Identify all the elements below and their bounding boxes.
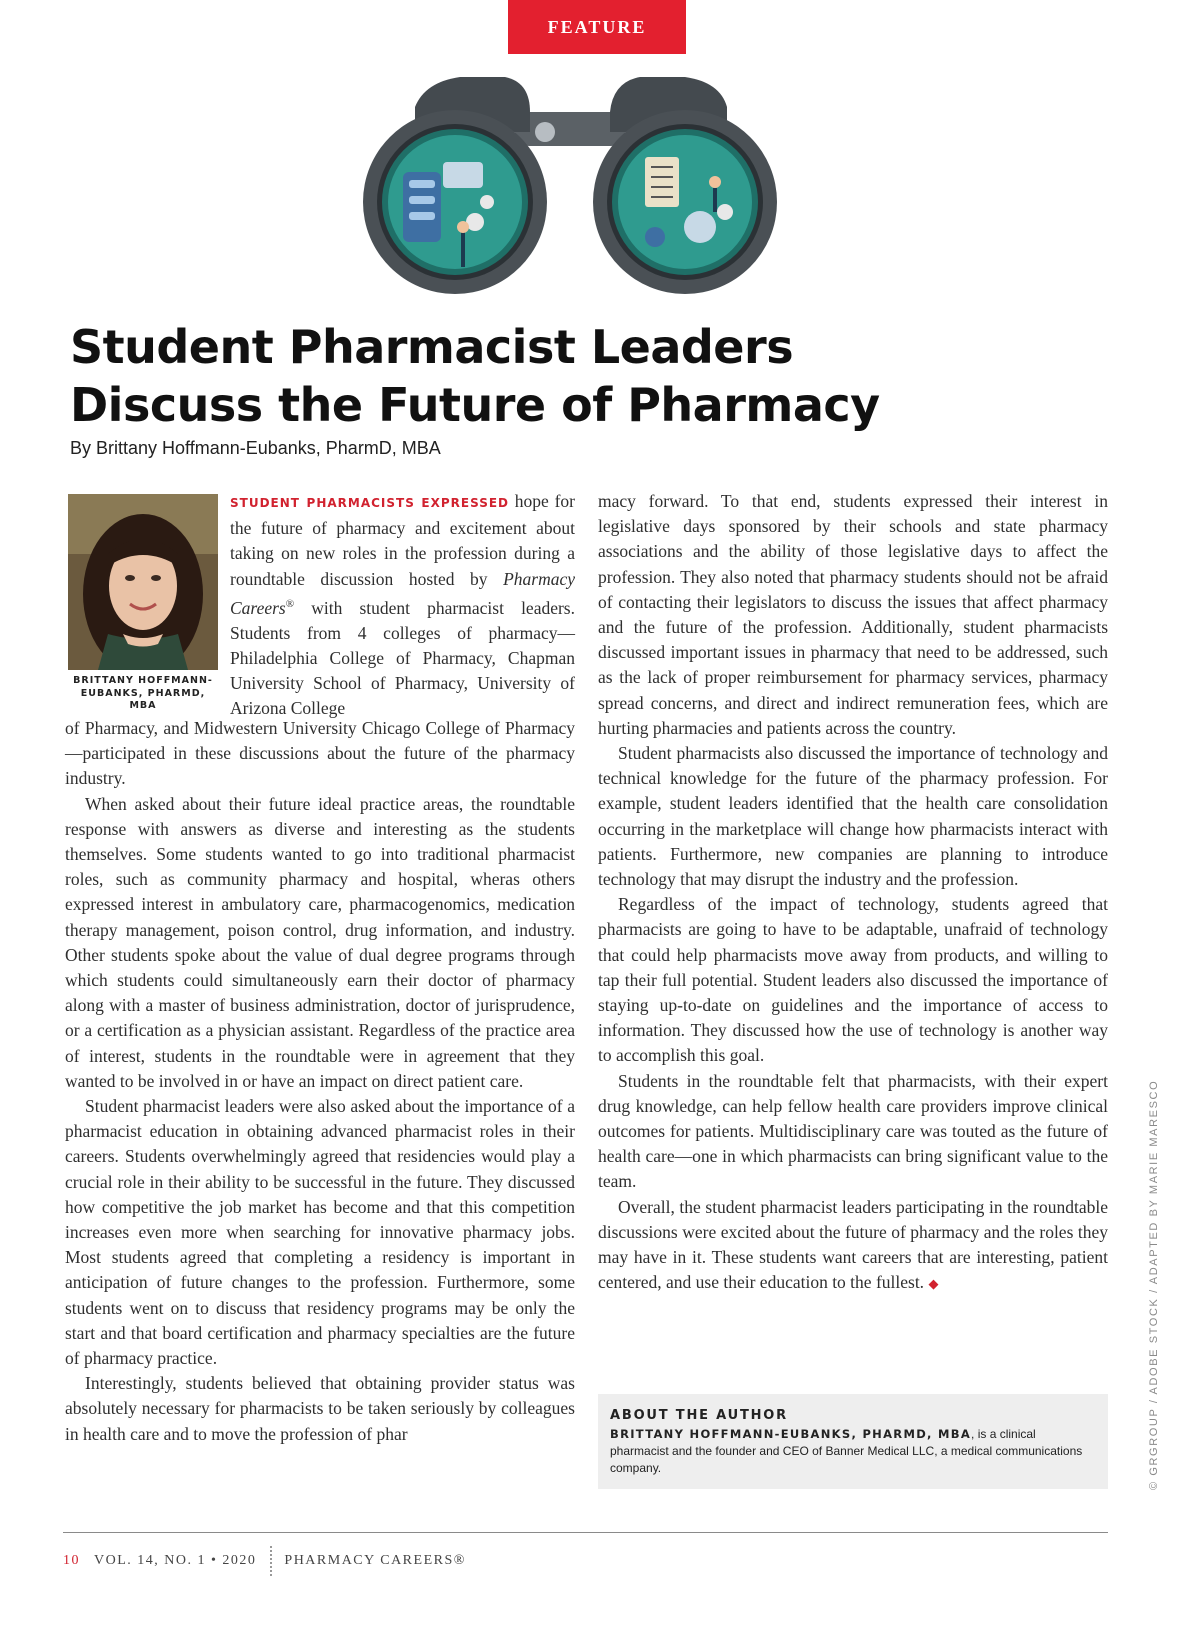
- paragraph-6: Regardless of the impact of technology, students agreed that pharmacists are going to have to be adaptable, unafraid of technology that could help pharmacists move away from products, and willing to tap their full potential. Student leaders also discussed the importance of staying up-to-date on guidelines and the importance of access to information. They discussed how the use of technology is another way to accomplish this goal.: [598, 894, 1108, 1066]
- paragraph-1-text-b: with student pharmacist leaders. Students from 4 colleges of pharmacy—Philadelphia College of Pharmacy, Chapman University School of Pharmacy, University of Arizona College: [230, 597, 575, 719]
- caption-line-2: EUBANKS, PHARMD,: [80, 687, 206, 699]
- author-bio: [610, 1426, 1096, 1477]
- paragraph-8-text: Overall, the student pharmacist leaders participating in the roundtable discussions were excited about the future of pharmacy and the roles they may have in it. These students want careers that are interesting, patient centered, and use their education to the fullest.: [598, 1196, 1108, 1293]
- footer-separator: [270, 1546, 272, 1576]
- paragraph-1-text-a: hope for the future of pharmacy and excitement about taking on new roles in the profession during a roundtable discussion hosted by: [230, 491, 575, 589]
- paragraph-4-end: macy forward. To that end, students expressed their interest in legislative days sponsored by their schools and state pharmacy associations and the ability of those legislative days to affect the profession. They also noted that pharmacy students should not be afraid of contacting their legislators to discuss the issues that affect pharmacy and the future of the profession. Additionally, student pharmacists discussed important issues in pharmacy that need to be addressed, such as the lack of proper reimbursement for pharmacy services, pharmacy spread concerns, and direct and indirect remuneration fees, which are hurting pharmacies and patients across the country.: [598, 491, 1108, 738]
- publication-name: Pharmacy Careers: [230, 568, 575, 618]
- page-number: 10: [63, 1553, 80, 1568]
- article-headline: [70, 318, 1070, 434]
- image-credit: © GRGROUP / ADOBE STOCK / ADAPTED BY MARIE MARESCO: [1148, 1079, 1160, 1490]
- article-column-1-top: [230, 489, 575, 722]
- paragraph-5: Student pharmacists also discussed the importance of technology and technical knowledge for the future of the pharmacy profession. For example, student leaders identified that the health care consolidation occurring in the marketplace will change how pharmacists interact with patients. Furthermore, new companies are planning to introduce technology that may disrupt the industry and the profession.: [598, 743, 1108, 890]
- caption-line-3: MBA: [129, 700, 157, 711]
- paragraph-3: Student pharmacist leaders were also asked about the importance of a pharmacist education in obtaining advanced pharmacist roles in their careers. Students overwhelmingly agreed that residencies would play a crucial role in their ability to be successful in the future. They discussed how competitive the job market has become and that this competition increases even more when searching for innovative pharmacy jobs. Most students agreed that completing a residency is important in anticipation of future changes to the profession. Furthermore, some students went on to discuss that residency programs may be only the start and that board certification and pharmacy specialties are the future of pharmacy practice.: [65, 1096, 575, 1369]
- paragraph-2: When asked about their future ideal practice areas, the roundtable response with answers as diverse and interesting as the students themselves. Some students wanted to go into traditional pharmacist roles, such as community pharmacy and hospital, wheras others expressed interest in ambulatory care, pharmacogenomics, medication therapy management, poison control, drug information, and industry. Other students spoke about the value of dual degree programs through which students could simultaneously earn their doctor of pharmacy along with a master of business administration, doctor of jurisprudence, or a certification as a physician assistant. Regardless of the practice area of interest, students in the roundtable were in agreement that they wanted to be involved in or have an impact on direct patient care.: [65, 793, 575, 1091]
- article-byline: By Brittany Hoffmann-Eubanks, PharmD, MBA: [70, 438, 441, 458]
- lead-in: STUDENT PHARMACISTS EXPRESSED: [230, 496, 510, 510]
- end-diamond-icon: ◆: [928, 1276, 939, 1292]
- paragraph-4-start: Interestingly, students believed that obtaining provider status was absolutely necessary for pharmacists to be taken seriously by colleagues in health care and to move the profession of phar: [65, 1373, 575, 1444]
- section-tab: FEATURE: [508, 0, 686, 54]
- about-the-author-box: [598, 1394, 1108, 1489]
- author-bio-name: BRITTANY HOFFMANN-EUBANKS, PHARMD, MBA: [610, 1427, 972, 1441]
- binoculars-illustration: [355, 62, 785, 312]
- publication-title: PHARMACY CAREERS®: [284, 1553, 466, 1568]
- page-footer: [63, 1546, 466, 1576]
- author-photo: [68, 494, 218, 670]
- footer-divider: [63, 1532, 1108, 1533]
- author-photo-caption: [66, 675, 220, 713]
- headline-line-1: Student Pharmacist Leaders: [70, 320, 794, 374]
- issue-info: VOL. 14, NO. 1 • 2020: [94, 1553, 257, 1568]
- binoculars-icon: [363, 77, 777, 294]
- headline-line-2: Discuss the Future of Pharmacy: [70, 378, 880, 432]
- author-bio-text: , is a clinical pharmacist and the founder and CEO of Banner Medical LLC, a medical communications company.: [610, 1427, 1083, 1475]
- article-column-2: [598, 489, 1108, 1297]
- author-box-heading: ABOUT THE AUTHOR: [610, 1408, 788, 1423]
- paragraph-1-end: of Pharmacy, and Midwestern University Chicago College of Pharmacy—participated in these discussions about the future of the pharmacy industry.: [65, 718, 575, 789]
- article-column-1-bottom: [65, 716, 575, 1447]
- paragraph-8: [598, 1195, 1108, 1297]
- caption-line-1: BRITTANY HOFFMANN-: [73, 675, 213, 686]
- paragraph-7: Students in the roundtable felt that pharmacists, with their expert drug knowledge, can help fellow health care providers improve clinical outcomes for patients. Multidisciplinary care was touted as the future of health care—one in which pharmacists can bring significant value to the team.: [598, 1070, 1108, 1192]
- registered-mark: ®: [285, 597, 295, 610]
- paragraph-1-start: [230, 489, 575, 722]
